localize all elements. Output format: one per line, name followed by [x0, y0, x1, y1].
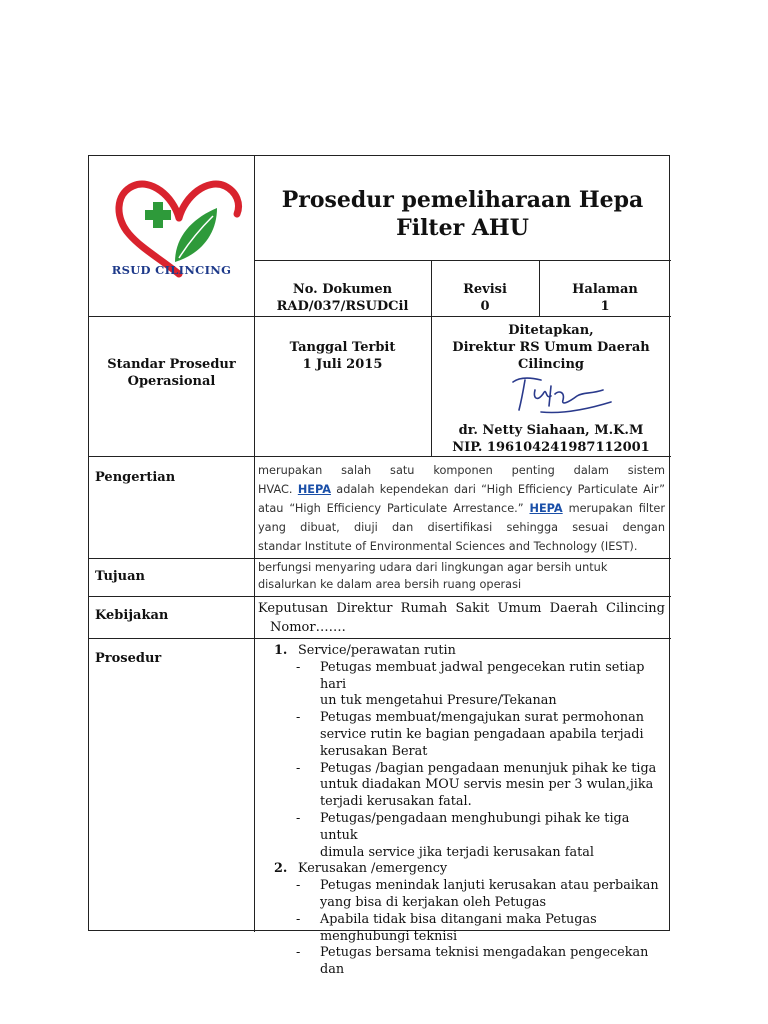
pengertian-line: standar Institute of Environmental Sciences and Technology (IEST). — [258, 540, 638, 553]
pengertian-line: yang dibuat, diuji dan disertifikasi sehingga sesuai dengan — [258, 521, 665, 534]
kebijakan-text — [258, 599, 665, 637]
section-number: 2. — [274, 861, 288, 877]
dash-bullet: - — [296, 760, 301, 776]
page-title: Prosedur pemeliharaan Hepa Filter AHU — [281, 187, 644, 241]
list-item — [274, 945, 664, 979]
prosedur-label: Prosedur — [95, 651, 162, 666]
list-item-line: kerusakan Berat — [320, 743, 428, 759]
list-item-line: menghubungi teknisi — [320, 928, 458, 944]
tanggal-value: 1 Juli 2015 — [302, 357, 383, 372]
director-nip: NIP. 196104241987112001 — [452, 440, 650, 455]
tanggal-label: Tanggal Terbit — [289, 340, 396, 355]
ditetapkan-text: Direktur RS Umum Daerah — [452, 340, 650, 355]
hospital-logo — [89, 156, 254, 316]
dash-bullet: - — [296, 878, 301, 894]
pengertian-line: atau “High Efficiency Particulate Arrestance.” HEPA merupakan filter — [258, 502, 665, 515]
divider — [254, 260, 671, 261]
prosedur-list — [274, 643, 664, 979]
heart-leaf-logo-icon — [89, 156, 254, 316]
list-item-line: terjadi kerusakan fatal. — [320, 794, 472, 810]
dash-bullet: - — [296, 810, 301, 826]
list-item-line: un tuk mengetahui Presure/Tekanan — [320, 693, 557, 709]
hepa-link[interactable]: HEPA — [297, 483, 331, 496]
list-item-line: service rutin ke bagian pengadaan apabila terjadi — [320, 726, 644, 742]
revisi-label: Revisi — [463, 282, 507, 297]
sop-label: Operasional — [127, 374, 216, 389]
list-item-line: untuk diadakan MOU servis mesin per 3 wulan,jika — [320, 777, 654, 793]
revisi-value: 0 — [480, 299, 490, 314]
hospital-name: RSUD CILINCING — [111, 263, 232, 277]
pengertian-line: merupakan salah satu komponen penting dalam sistem — [258, 464, 665, 477]
halaman-label: Halaman — [572, 282, 638, 297]
tujuan-label: Tujuan — [95, 569, 145, 584]
director-name: dr. Netty Siahaan, M.K.M — [458, 423, 644, 438]
divider — [89, 316, 671, 317]
list-item — [274, 912, 664, 946]
list-item — [274, 710, 664, 760]
list-item-line: Petugas/pengadaan menghubungi pihak ke tiga untuk — [320, 810, 630, 843]
list-item-line: dimula service jika terjadi kerusakan fatal — [320, 844, 594, 860]
halaman-value: 1 — [600, 299, 610, 314]
list-item-line: Petugas menindak lanjuti kerusakan atau perbaikan — [320, 878, 659, 894]
section-title: Kerusakan /emergency — [298, 861, 448, 877]
divider — [254, 456, 255, 932]
list-item-line: yang bisa di kerjakan oleh Petugas — [320, 894, 547, 910]
list-item-line: Petugas membuat jadwal pengecekan rutin setiap hari — [320, 659, 645, 692]
ditetapkan-text: Cilincing — [517, 357, 584, 372]
dash-bullet: - — [296, 659, 301, 675]
tujuan-text — [258, 559, 665, 593]
list-item — [274, 811, 664, 861]
tujuan-line: berfungsi menyaring udara dari lingkungan agar bersih untuk — [258, 561, 608, 574]
list-item-line: Petugas /bagian pengadaan menunjuk pihak ke tiga — [320, 760, 657, 776]
signature-icon — [507, 372, 617, 420]
divider — [89, 596, 671, 597]
list-item — [274, 660, 664, 710]
dash-bullet: - — [296, 911, 301, 927]
list-item-line: Petugas bersama teknisi mengadakan pengecekan dan — [320, 945, 649, 978]
procedure-section — [274, 861, 664, 878]
sop-document — [88, 155, 670, 978]
section-number: 1. — [274, 643, 288, 658]
tujuan-line: disalurkan ke dalam area bersih ruang operasi — [258, 578, 522, 591]
ditetapkan-text: Ditetapkan, — [508, 323, 594, 338]
section-title: Service/perawatan rutin — [298, 643, 456, 658]
pengertian-line: HVAC. HEPA adalah kependekan dari “High Efficiency Particulate Air” — [258, 483, 666, 496]
list-item-line: Petugas membuat/mengajukan surat permohonan — [320, 710, 645, 726]
list-item — [274, 761, 664, 811]
pengertian-text — [258, 461, 665, 556]
divider — [89, 456, 671, 457]
kebijakan-line: Keputusan Direktur Rumah Sakit Umum Daerah Cilincing — [258, 601, 665, 616]
dash-bullet: - — [296, 945, 301, 961]
dash-bullet: - — [296, 710, 301, 726]
list-item-line: Apabila tidak bisa ditangani maka Petugas — [320, 911, 597, 927]
kebijakan-line: Nomor……. — [270, 620, 346, 635]
divider — [89, 638, 671, 639]
hepa-link[interactable]: HEPA — [529, 502, 563, 515]
procedure-section — [274, 643, 664, 660]
sop-label: Standar Prosedur — [107, 357, 236, 372]
kebijakan-label: Kebijakan — [95, 608, 169, 623]
pengertian-label: Pengertian — [95, 470, 176, 485]
no-dokumen-value: RAD/037/RSUDCil — [276, 299, 409, 314]
no-dokumen-label: No. Dokumen — [292, 282, 393, 297]
list-item — [274, 878, 664, 912]
